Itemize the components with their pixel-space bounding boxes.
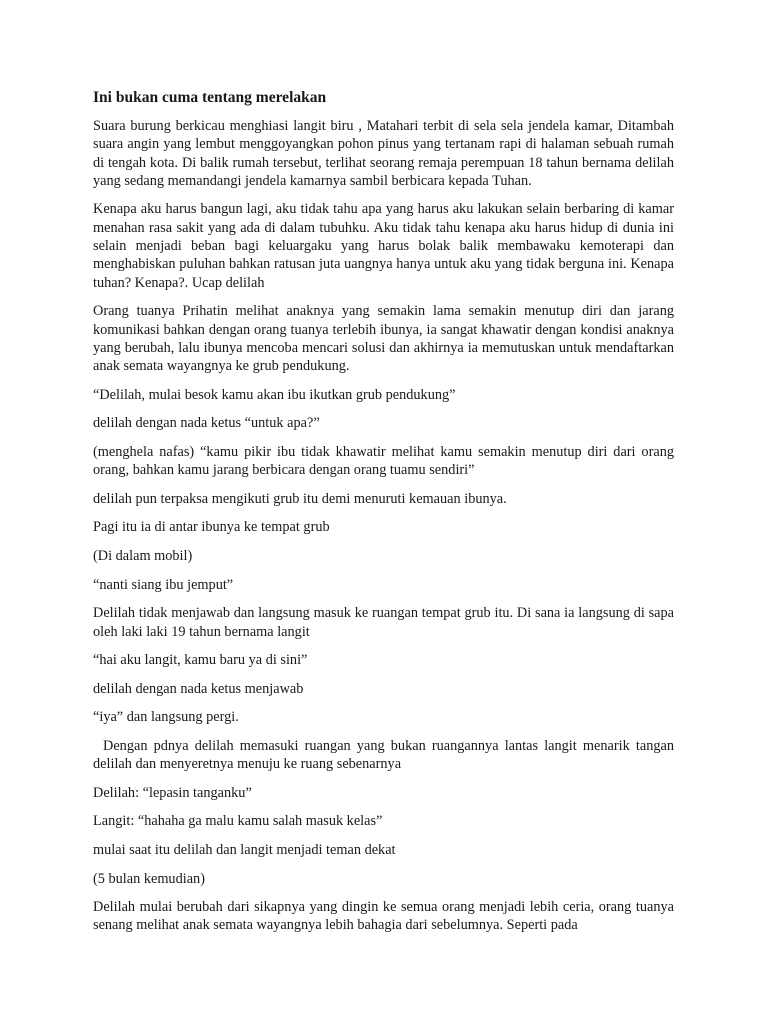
dialogue-line: “iya” dan langsung pergi. [93, 709, 239, 726]
document-page [93, 88, 674, 935]
paragraph: delilah pun terpaksa mengikuti grub itu demi menuruti kemauan ibunya. [93, 490, 507, 507]
document-title: Ini bukan cuma tentang merelakan [93, 89, 327, 106]
dialogue-line: delilah dengan nada ketus “untuk apa?” [93, 415, 320, 432]
paragraph: Suara burung berkicau menghiasi langit biru , Matahari terbit di sela sela jendela kamar, Ditambah suara angin yang lembut menggoyangkan pohon pinus yang tertanam rapi di halaman sebuah rumah di tengah kota. Di balik rumah tersebut, terlihat seorang remaja perempuan 18 tahun bernama delilah yang sedang memandangi jendela kamarnya sambil berbicara kepada Tuhan. [93, 118, 674, 189]
paragraph: Kenapa aku harus bangun lagi, aku tidak tahu apa yang harus aku lakukan selain berbaring di kamar menahan rasa sakit yang ada di dalam tubuhku. Aku tidak tahu kenapa aku harus hidup di dunia ini selain menjadi beban bagi keluargaku yang harus bolak balik membawaku kemoterapi dan menghabiskan puluhan bahkan ratusan juta uangnya hanya untuk aku yang tidak berguna ini. Kenapa tuhan? Kenapa?. Ucap delilah [93, 201, 674, 291]
paragraph: Delilah tidak menjawab dan langsung masuk ke ruangan tempat grub itu. Di sana ia langsung di sapa oleh laki laki 19 tahun bernama langit [93, 605, 674, 640]
paragraph: Delilah mulai berubah dari sikapnya yang dingin ke semua orang menjadi lebih ceria, orang tuanya senang melihat anak semata wayangnya lebih bahagia dari sebelumnya. Seperti pada [93, 899, 674, 934]
dialogue-line: “nanti siang ibu jemput” [93, 576, 234, 593]
dialogue-line: Langit: “hahaha ga malu kamu salah masuk kelas” [93, 813, 383, 830]
scene-note: (Di dalam mobil) [93, 548, 193, 565]
dialogue-line: “Delilah, mulai besok kamu akan ibu ikutkan grub pendukung” [93, 386, 456, 403]
scene-note: (5 bulan kemudian) [93, 870, 205, 887]
paragraph: Pagi itu ia di antar ibunya ke tempat grub [93, 519, 330, 536]
dialogue-line: “hai aku langit, kamu baru ya di sini” [93, 652, 308, 669]
dialogue-line: (menghela nafas) “kamu pikir ibu tidak khawatir melihat kamu semakin menutup diri dari orang orang, bahkan kamu jarang berbicara dengan orang tuamu sendiri” [93, 443, 674, 479]
paragraph: Orang tuanya Prihatin melihat anaknya yang semakin lama semakin menutup diri dan jarang komunikasi bahkan dengan orang tuanya terlebih ibunya, ia sangat khawatir dengan kondisi anaknya yang berubah, lalu ibunya mencoba mencari solusi dan akhirnya ia memutuskan untuk mendaftarkan anak semata wayangnya ke grub pendukung. [93, 303, 674, 375]
dialogue-line: Delilah: “lepasin tanganku” [93, 784, 252, 801]
paragraph: mulai saat itu delilah dan langit menjadi teman dekat [93, 841, 396, 858]
paragraph: delilah dengan nada ketus menjawab [93, 680, 304, 697]
paragraph: Dengan pdnya delilah memasuki ruangan yang bukan ruangannya lantas langit menarik tangan delilah dan menyeretnya menuju ke ruang sebenarnya [93, 737, 674, 773]
